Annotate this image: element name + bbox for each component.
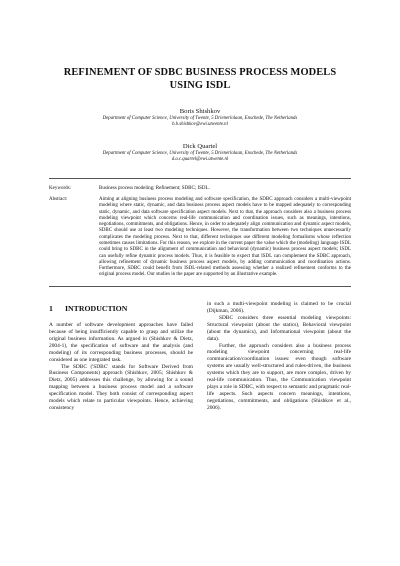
author-name: Dick Quartel: [182, 142, 218, 150]
abstract-label: Abstract:: [49, 196, 68, 202]
author-affiliation: Department of Computer Science, University of Twente, 5 Drienerlolaan, Enschede, The Netherlands: [102, 116, 298, 121]
left-column: [49, 301, 193, 412]
right-column: [207, 301, 351, 412]
body-paragraph: SDBC considers three essential modeling viewpoints: Structural viewpoint (about the statics), Behavioral viewpoint (about the dynamics), and Informational viewpoint (about the data).: [207, 314, 351, 342]
section-title: INTRODUCTION: [65, 303, 128, 313]
abstract-text: Aiming at aligning business process modeling and software specification, the SDBC approach considers a multi-viewpoint modeling where static, dynamic, and data business process aspect models have to be mapped adequately to corresponding static, dynamic, and data software specification aspect models. Next to that, the approach considers also a business process modeling viewpoint which concerns real-life communication and coordination issues, such as meanings, intentions, negotiations, commitments, and obligations. Hence, in order to adequately align communication and dynamic aspect models, SDBC should use at least two modeling techniques. However, the transformation between two techniques unnecessarily complicates the modeling process. Next to that, different techniques use different modeling formalisms whose reflection sometimes causes limitations. For this reason, we explore in the current paper the value which the (modeling) language ISDL could bring to SDBC in the alignment of communication and behavioral (dynamic) business process aspect models; ISDL can usefully refine dynamic process models. Thus, it is feasible to expect that ISDL can complement the SDBC approach, allowing refinement of dynamic business process aspect models, by adding communication and coordination actions. Furthermore, SDBC could benefit from ISDL-related methods assessing whether a realized refinement conforms to the original process model. Our studies in the paper are supported by an illustrative example.: [99, 196, 351, 278]
body-columns: [49, 301, 351, 412]
section-heading: [49, 304, 193, 313]
author-block-2: [49, 143, 351, 164]
body-paragraph: A number of software development approaches have failed because of being insufficiently capable to grasp and utilize the original business information. As argued in (Shishkov & Dietz, 2004-1), the specification of software and the analysis (and modeling) of its corresponding business processes, should be considered as one integrated task.: [49, 321, 193, 363]
keywords-label: Keywords:: [49, 185, 71, 191]
author-block-1: [49, 108, 351, 129]
author-email: d.a.c.quartel@ewi.utwente.nl: [171, 157, 229, 163]
section-number: 1: [49, 303, 53, 313]
divider-bottom: [49, 286, 351, 287]
author-email: b.b.shishkov@ewi.utwente.nl: [172, 122, 228, 128]
author-affiliation: Department of Computer Science, University of Twente, 5 Drienerlolaan, Enschede, The Netherlands: [102, 150, 298, 156]
body-paragraph: Further, the approach considers also a business process modeling viewpoint concerning real-life communication/coordination issues: even though software systems are usually well-structured and rules-driven, the business systems which they are to support, are more complex, driven by real-life communication. Thus, the Communication viewpoint plays a role in SDBC, with respect to semantic and pragmatic real-life aspects. Such aspects concern meanings, intentions, negotiations, commitments, and obligations (Shishkov et al., 2006).: [207, 342, 352, 412]
keywords-text: Business process modeling; Refinement; SDBC; ISDL.: [99, 185, 210, 191]
abstract-row: [49, 197, 351, 279]
author-name: Boris Shishkov: [179, 108, 221, 115]
paper-title: [49, 0, 351, 92]
title-line-1: REFINEMENT OF SDBC BUSINESS PROCESS MODELS: [63, 67, 337, 78]
body-paragraph: in such a multi-viewpoint modeling is claimed to be crucial (Dijkman, 2006).: [207, 300, 351, 314]
body-paragraph: The SDBC ('SDBC' stands for Software Derived from Business Components) approach (Shishkov, 2005; Shishkov & Dietz, 2005) addresses this challenge, by allowing for a sound mapping between a business process model and a software specification model. They both consist of corresponding aspect models which relate to particular viewpoints. Hence, achieving consistency: [49, 363, 193, 412]
divider-top: [49, 178, 351, 179]
title-line-2: USING ISDL: [169, 80, 231, 91]
keywords-row: [49, 186, 351, 192]
